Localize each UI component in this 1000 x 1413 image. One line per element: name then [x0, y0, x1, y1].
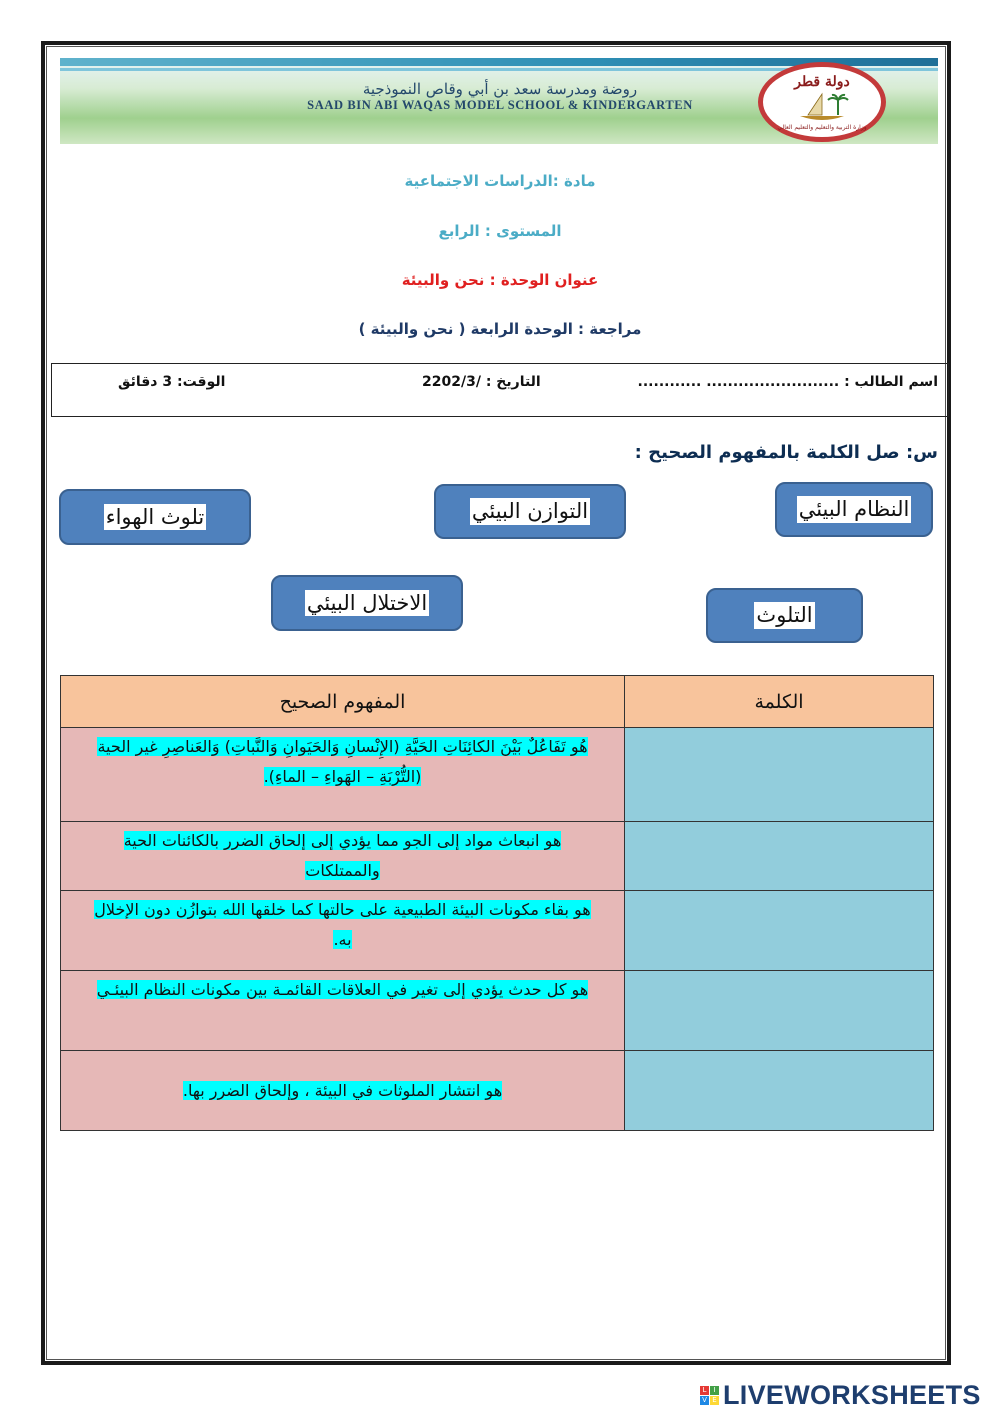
- liveworksheets-brand[interactable]: [700, 1380, 981, 1411]
- definition-text: هو انبعاث مواد إلى الجو مما يؤدي إلى إلحاق الضرر بالكائنات الحية والممتلكات: [123, 831, 562, 880]
- definition-text: هُو تَفَاعُلٌ بَيْنَ الكائِنَاتِ الحَيَّةِ (الإِنْسانِ وَالحَيَوانِ وَالنَّباتِ) وَالعَناصِرِ غير الحية (التُّرْبَةِ – الهَواءِ – الماءِ).: [97, 737, 588, 786]
- icon-letter-e: E: [710, 1396, 719, 1405]
- definition-text: هو بقاء مكونات البيئة الطبيعية على حالتها كما خلقها الله بتوازُن دون الإخلال به.: [94, 900, 591, 949]
- word-label: الاختلال البيئي: [306, 590, 428, 615]
- table-row: [61, 822, 934, 891]
- review-line: مراجعة : الوحدة الرابعة ( نحن والبيئة ): [358, 320, 642, 338]
- student-name-field[interactable]: اسم الطالب : ......................... ............: [637, 374, 938, 390]
- definition-cell: [61, 728, 625, 822]
- school-name-arabic: روضة ومدرسة سعد بن أبي وقاص النموذجية: [362, 80, 638, 98]
- word-label: تلوث الهواء: [105, 504, 205, 529]
- word-label: النظام البيئي: [798, 497, 910, 522]
- icon-letter-i: I: [710, 1386, 719, 1395]
- question-text: س: صل الكلمة بالمفهوم الصحيح :: [634, 442, 938, 463]
- definition-cell: [61, 1051, 625, 1131]
- icon-letter-l: L: [700, 1386, 709, 1395]
- table-row: [61, 971, 934, 1051]
- unit-title-line: عنوان الوحدة : نحن والبيئة: [401, 271, 599, 289]
- header-word: الكلمة: [625, 676, 934, 728]
- table-row: [61, 1051, 934, 1131]
- icon-letter-v: V: [700, 1396, 709, 1405]
- level-line: المستوى : الرابع: [438, 222, 562, 240]
- word-box-ecological-balance[interactable]: [434, 484, 626, 539]
- answer-drop-cell[interactable]: [625, 1051, 934, 1131]
- table-row: [61, 891, 934, 971]
- answer-drop-cell[interactable]: [625, 822, 934, 891]
- liveworksheets-icon: [700, 1386, 719, 1405]
- word-box-pollution[interactable]: [706, 588, 863, 643]
- school-banner: [60, 58, 938, 144]
- definition-text: هو كل حدث يؤدي إلى تغير في العلاقات القائمـة بين مكونات النظام البيئـي: [96, 980, 589, 999]
- date-field: التاريخ : /2202/3: [422, 374, 541, 390]
- word-box-ecosystem[interactable]: [775, 482, 933, 537]
- school-name-english: SAAD BIN ABI WAQAS MODEL SCHOOL & KINDERGARTEN: [307, 98, 693, 112]
- word-box-ecological-imbalance[interactable]: [271, 575, 463, 631]
- answer-drop-cell[interactable]: [625, 891, 934, 971]
- definition-text: هو انتشار الملوثات في البيئة ، وإلحاق الضرر بها.: [182, 1080, 503, 1100]
- time-field: الوقت: 3 دقائق: [118, 374, 226, 390]
- answer-drop-cell[interactable]: [625, 728, 934, 822]
- table-row: [61, 728, 934, 822]
- definition-cell: [61, 891, 625, 971]
- word-label: التوازن البيئي: [471, 499, 589, 524]
- student-info-box: [51, 363, 949, 417]
- liveworksheets-wordmark: LIVEWORKSHEETS: [723, 1380, 981, 1410]
- dhow-palm-icon: [792, 90, 852, 124]
- qatar-ministry-logo: [758, 62, 886, 142]
- answer-drop-cell[interactable]: [625, 971, 934, 1051]
- logo-text: دولة قطر: [794, 73, 850, 90]
- table-header-row: [61, 676, 934, 728]
- logo-subtext: وزارة التربية والتعليم والتعليم العالي: [777, 123, 867, 131]
- definition-cell: [61, 971, 625, 1051]
- word-label: التلوث: [756, 603, 813, 628]
- matching-table: [60, 675, 934, 1131]
- definition-cell: [61, 822, 625, 891]
- word-box-air-pollution[interactable]: [59, 489, 251, 545]
- header-concept: المفهوم الصحيح: [61, 676, 625, 728]
- subject-line: مادة :الدراسات الاجتماعية: [404, 172, 596, 190]
